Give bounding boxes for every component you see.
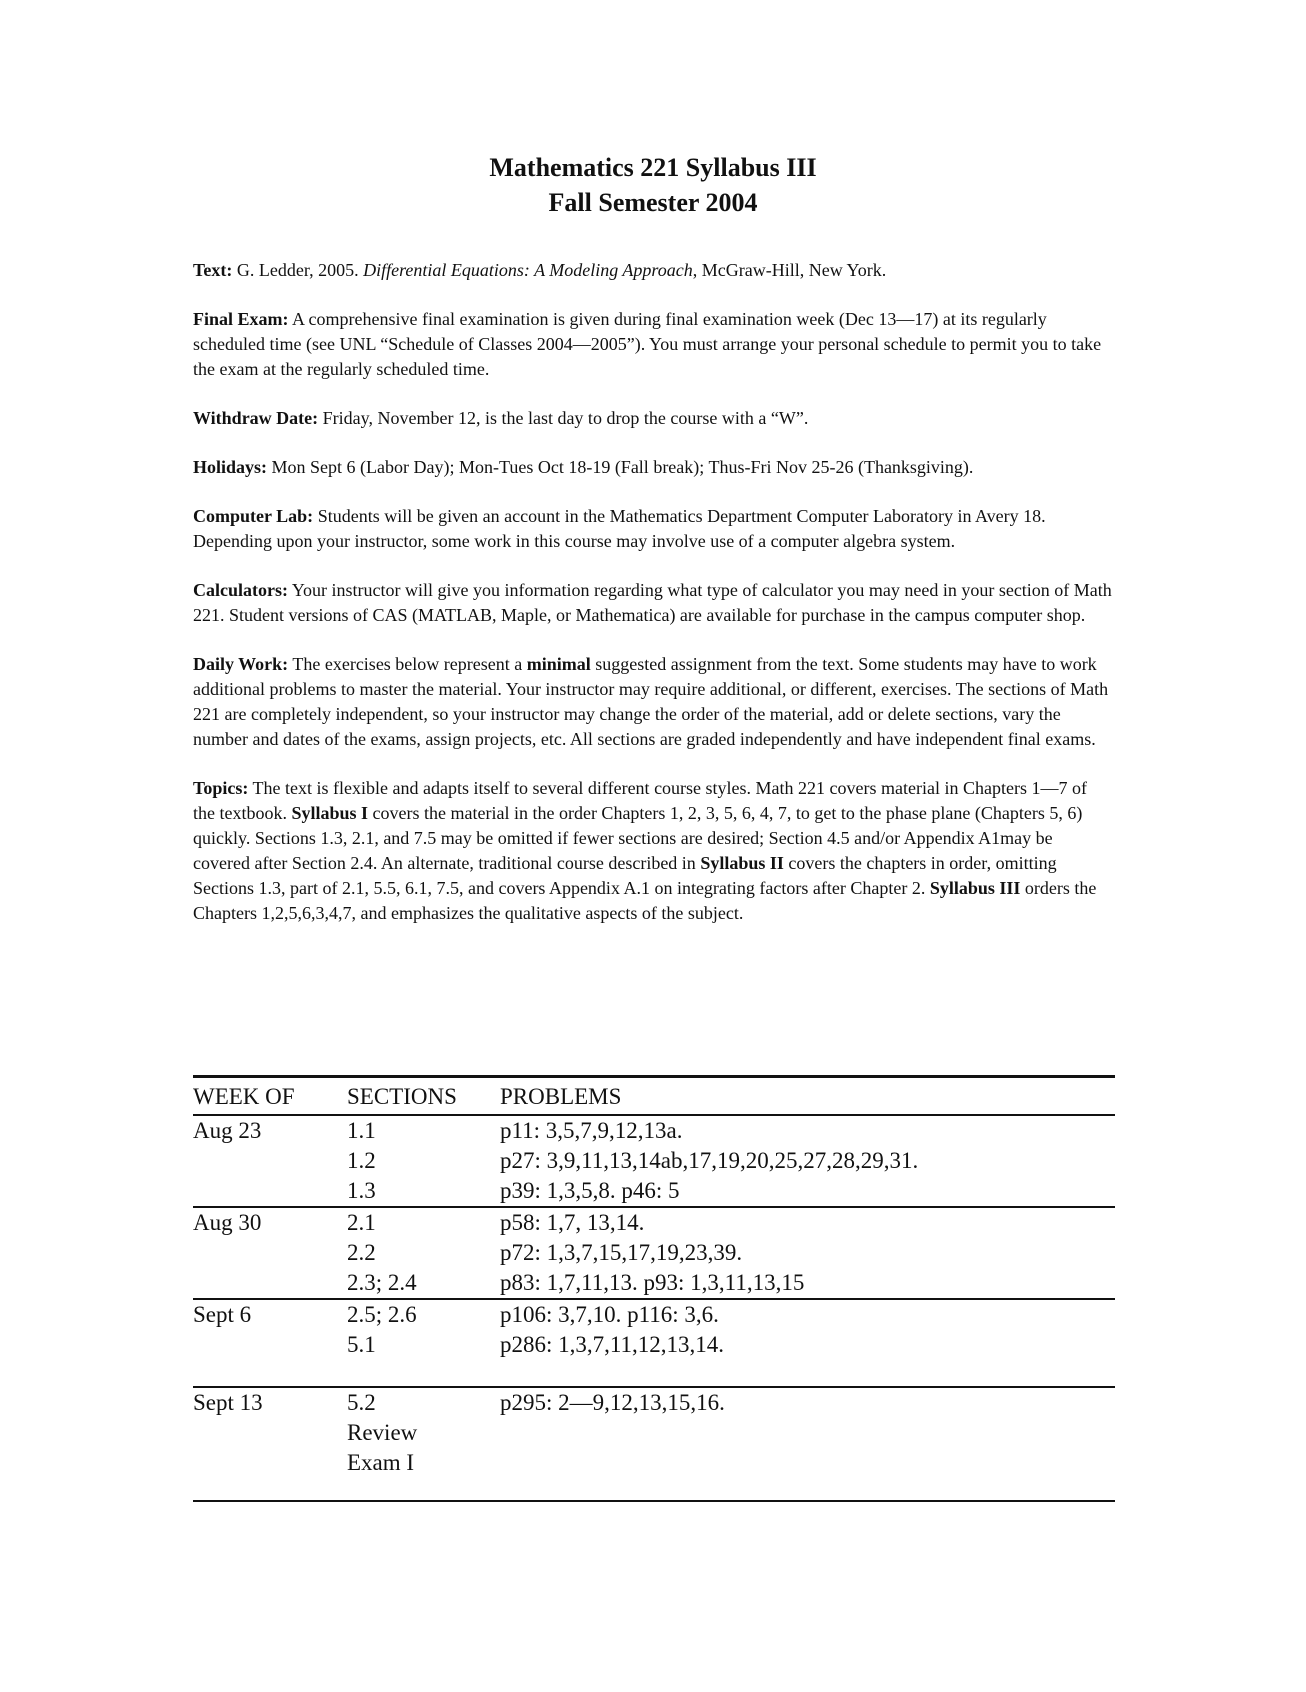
calculators-label: Calculators:: [193, 580, 288, 600]
computer-lab-paragraph: [193, 504, 1113, 554]
week-label: Aug 30: [193, 1210, 262, 1235]
text-author: G. Ledder, 2005.: [232, 260, 364, 280]
syllabus-body: [193, 258, 1113, 950]
schedule-table: [193, 1075, 1115, 1502]
computer-lab-body: Students will be given an account in the Mathematics Department Computer Laboratory in Avery 18. Depending upon your instructor, some work in this course may involve use of a computer algebra system.: [193, 506, 1046, 551]
final-exam-paragraph: [193, 307, 1113, 382]
topics-label: Topics:: [193, 778, 249, 798]
holidays-label: Holidays:: [193, 457, 268, 477]
topics-body-c: covers the chapters in order, omitting Sections 1.3, part of 2.1, 5.5, 6.1, 7.5, and covers Appendix A.1 on integrating factors after Chapter 2.: [193, 853, 1057, 898]
topics-body-b: covers the material in the order Chapters 1, 2, 3, 5, 6, 4, 7, to get to the phase plane (Chapters 5, 6) quickly. Sections 1.3, 2.1, and 7.5 may be omitted if fewer sections are desired; Section 4.5 and/or Appendix A1may be covered after Section 2.4. An alternate, traditional course described in: [193, 803, 1083, 873]
daily-work-emphasis: minimal: [526, 654, 591, 674]
computer-lab-label: Computer Lab:: [193, 506, 314, 526]
header-sections: SECTIONS: [347, 1077, 500, 1116]
problems-cell: p27: 3,9,11,13,14ab,17,19,20,25,27,28,29,31.: [500, 1148, 919, 1173]
topics-paragraph: [193, 776, 1113, 926]
text-paragraph: [193, 258, 1113, 283]
text-book-title: Differential Equations: A Modeling Approach: [363, 260, 693, 280]
header-problems: PROBLEMS: [500, 1077, 1115, 1116]
problems-cell: p58: 1,7, 13,14.: [500, 1210, 645, 1235]
daily-work-paragraph: [193, 652, 1113, 752]
section-cell: Review: [347, 1420, 418, 1445]
calculators-paragraph: [193, 578, 1113, 628]
section-cell: 1.3: [347, 1178, 376, 1203]
text-label: Text:: [193, 260, 233, 280]
section-cell: 2.2: [347, 1240, 376, 1265]
week-label: Sept 6: [193, 1302, 252, 1327]
table-row: [193, 1207, 1115, 1299]
topics-body-a: The text is flexible and adapts itself to several different course styles. Math 221 covers material in Chapters 1—7 of the textbook.: [193, 778, 1087, 823]
section-cell: 5.1: [347, 1332, 376, 1357]
problems-cell: p295: 2—9,12,13,15,16.: [500, 1390, 725, 1415]
table-row: [193, 1387, 1115, 1501]
holidays-body: Mon Sept 6 (Labor Day); Mon-Tues Oct 18-19 (Fall break); Thus-Fri Nov 25-26 (Thanksgiving).: [267, 457, 974, 477]
week-label: Sept 13: [193, 1390, 263, 1415]
header-week-of: WEEK OF: [193, 1077, 347, 1116]
problems-cell: p106: 3,7,10. p116: 3,6.: [500, 1302, 719, 1327]
section-cell: Exam I: [347, 1450, 415, 1475]
table-row: [193, 1299, 1115, 1387]
page-title: [0, 150, 1306, 220]
final-exam-label: Final Exam:: [193, 309, 289, 329]
title-line-semester: Fall Semester 2004: [548, 188, 758, 217]
daily-work-label: Daily Work:: [193, 654, 289, 674]
problems-cell: p39: 1,3,5,8. p46: 5: [500, 1178, 680, 1203]
daily-work-body-b: suggested assignment from the text. Some students may have to work additional problems to master the material. Your instructor may require additional, or different, exercises. The sections of Math 221 are completely independent, so your instructor may change the order of the material, add or delete sections, vary the number and dates of the exams, assign projects, etc. All sections are graded independently and have independent final exams.: [193, 654, 1109, 749]
final-exam-body: A comprehensive final examination is given during final examination week (Dec 13—17) at its regularly scheduled time (see UNL “Schedule of Classes 2004—2005”). You must arrange your personal schedule to permit you to take the exam at the regularly scheduled time.: [193, 309, 1102, 379]
title-line-course: Mathematics 221 Syllabus III: [489, 153, 817, 182]
withdraw-paragraph: [193, 406, 1113, 431]
section-cell: 5.2: [347, 1390, 376, 1415]
holidays-paragraph: [193, 455, 1113, 480]
problems-cell: p83: 1,7,11,13. p93: 1,3,11,13,15: [500, 1270, 805, 1295]
calculators-body: Your instructor will give you information regarding what type of calculator you may need in your section of Math 221. Student versions of CAS (MATLAB, Maple, or Mathematica) are available for purchase in the campus computer shop.: [193, 580, 1112, 625]
table-row: [193, 1115, 1115, 1207]
section-cell: 2.1: [347, 1210, 376, 1235]
schedule-table-wrapper: [193, 1075, 1115, 1502]
problems-cell: p72: 1,3,7,15,17,19,23,39.: [500, 1240, 743, 1265]
topics-syllabus-ii: Syllabus II: [700, 853, 784, 873]
withdraw-label: Withdraw Date:: [193, 408, 319, 428]
withdraw-body: Friday, November 12, is the last day to drop the course with a “W”.: [318, 408, 809, 428]
section-cell: 2.5; 2.6: [347, 1302, 417, 1327]
schedule-header-row: [193, 1077, 1115, 1116]
topics-syllabus-iii: Syllabus III: [929, 878, 1021, 898]
text-publisher: , McGraw-Hill, New York.: [692, 260, 887, 280]
topics-syllabus-i: Syllabus I: [291, 803, 369, 823]
section-cell: 1.2: [347, 1148, 376, 1173]
problems-cell: p286: 1,3,7,11,12,13,14.: [500, 1332, 725, 1357]
section-cell: 1.1: [347, 1118, 376, 1143]
problems-cell: p11: 3,5,7,9,12,13a.: [500, 1118, 683, 1143]
daily-work-body-a: The exercises below represent a: [288, 654, 527, 674]
section-cell: 2.3; 2.4: [347, 1270, 417, 1295]
topics-body-d: orders the Chapters 1,2,5,6,3,4,7, and emphasizes the qualitative aspects of the subject.: [193, 878, 1097, 923]
week-label: Aug 23: [193, 1118, 262, 1143]
